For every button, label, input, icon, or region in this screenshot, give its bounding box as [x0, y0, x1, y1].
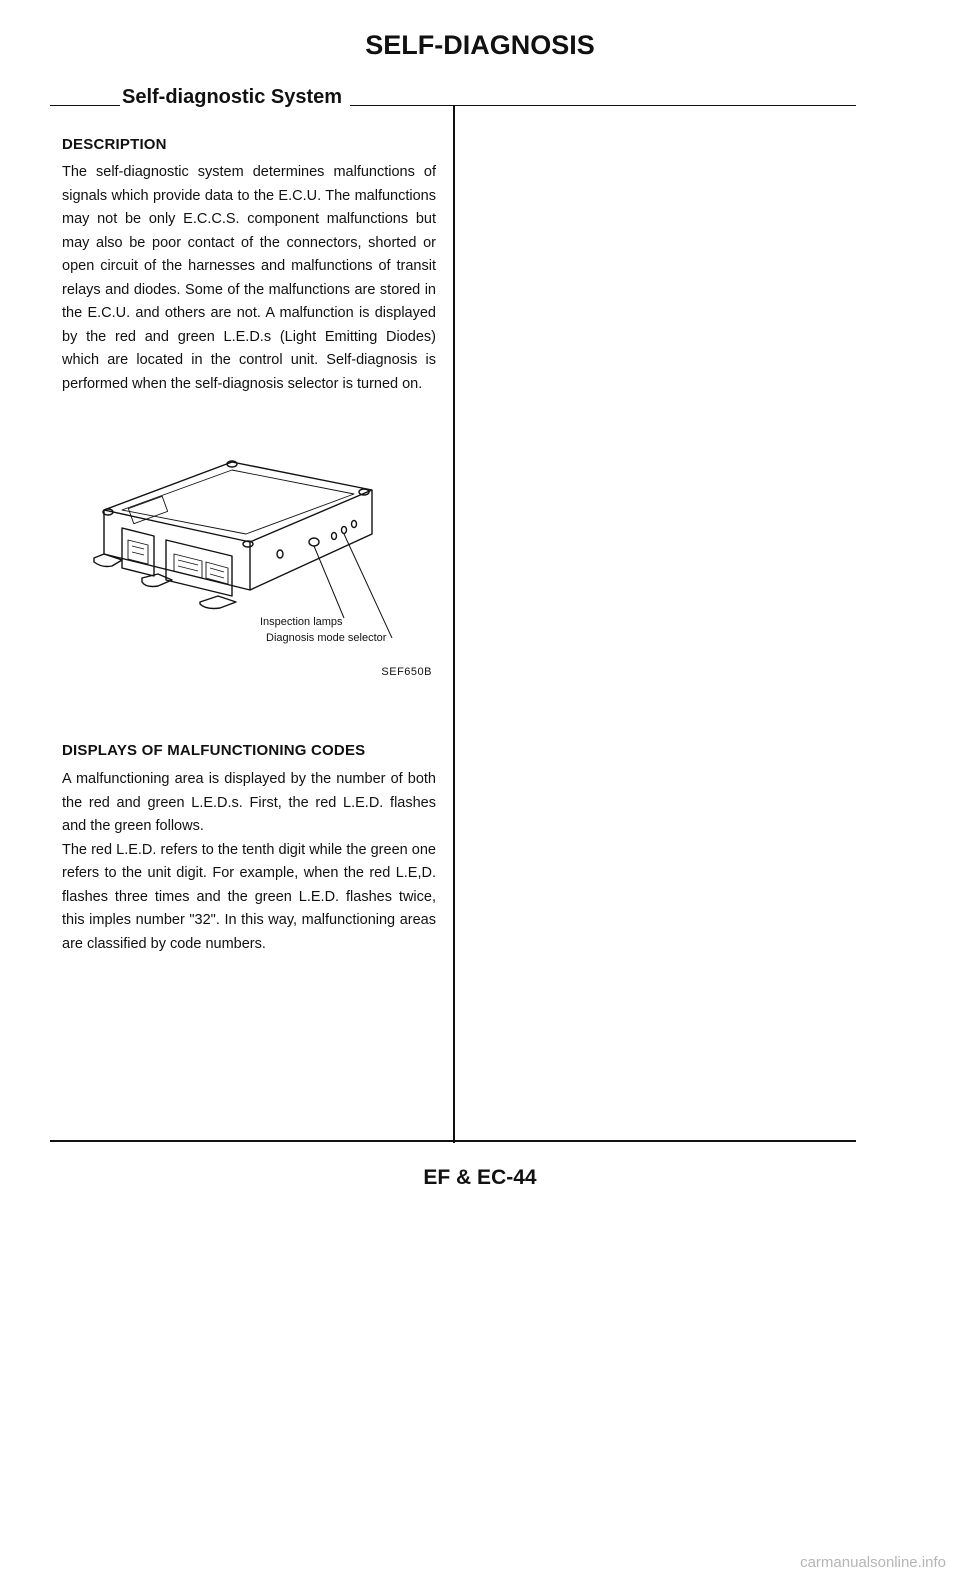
- column-divider: [453, 106, 455, 1143]
- displays-section: [62, 742, 436, 956]
- description-text: The self-diagnostic system determines malfunctions of signals which provide data to the E.C.U. The malfunctions may not be only E.C.C.S. component malfunctions but may also be poor contact of the connectors, shorted or open circuit of the harnesses and malfunctions of transit relays and diodes. Some of the malfunctions are stored in the E.C.U. and others are not. A malfunction is displayed by the red and green L.E.D.s (Light Emitting Diodes) which are located in the control unit. Self-diagnosis is performed when the self-diagnosis selector is turned on.: [62, 164, 436, 392]
- ecu-figure: [82, 450, 442, 680]
- figure-code: SEF650B: [381, 666, 432, 678]
- page-title: SELF-DIAGNOSIS: [365, 30, 595, 60]
- watermark: carmanualsonline.info: [800, 1554, 946, 1571]
- section-rule-right: [350, 105, 856, 106]
- section-title: Self-diagnostic System: [122, 86, 345, 109]
- page-number: EF & EC-44: [423, 1166, 537, 1189]
- displays-paragraph-1: A malfunctioning area is displayed by the number of both the red and green L.E.D.s. First, the red L.E.D. flashes and the green follows.: [62, 771, 436, 834]
- displays-paragraph-2: The red L.E.D. refers to the tenth digit while the green one refers to the unit digit. For example, when the red L.E,D. flashes three times and the green L.E.D. flashes twice, this imples number "32". In this way, malfunctioning areas are classified by code numbers.: [62, 841, 436, 952]
- inspection-lamps-label: Inspection lamps: [260, 616, 343, 628]
- description-heading: DESCRIPTION: [62, 136, 167, 153]
- bottom-rule: [50, 1140, 856, 1142]
- displays-heading: DISPLAYS OF MALFUNCTIONING CODES: [62, 742, 366, 759]
- ecu-illustration: [82, 450, 442, 660]
- section-rule-left: [50, 105, 120, 106]
- description-section: [62, 136, 436, 396]
- diagnosis-selector-label: Diagnosis mode selector: [266, 632, 387, 644]
